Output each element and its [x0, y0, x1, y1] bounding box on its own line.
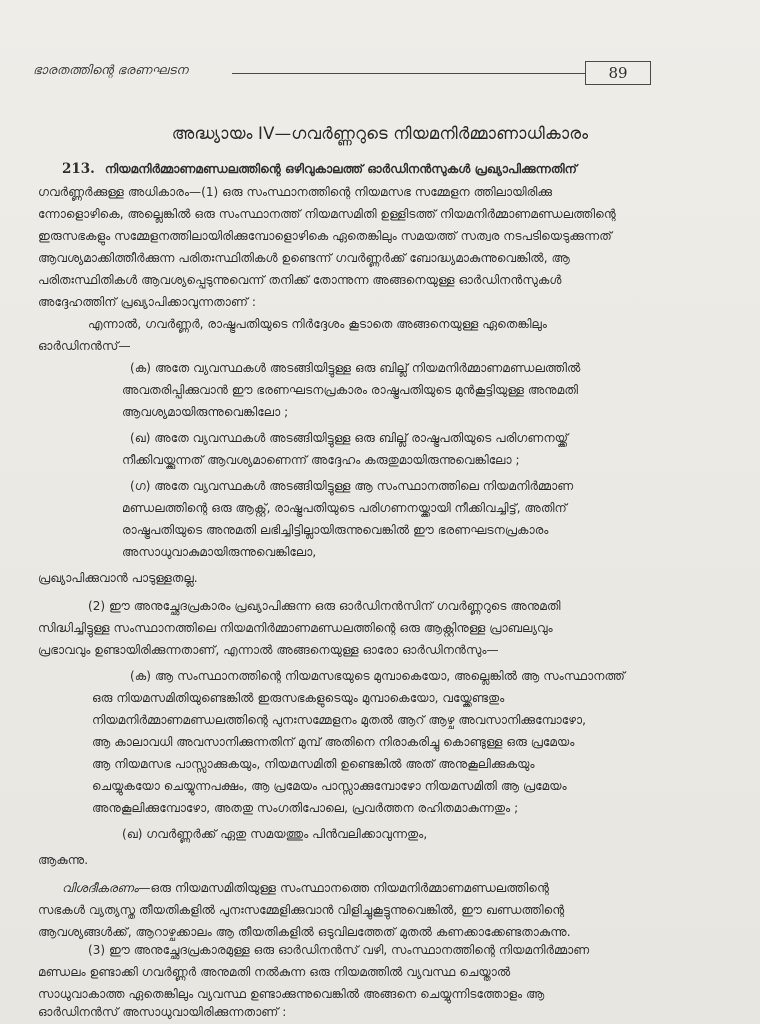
subclause-line: ചെയ്യുകയോ ചെയ്യുന്നപക്ഷം, ആ പ്രമേയം പാസ്സാക്കുമ്പോഴോ നിയമസമിതി ആ പ്രമേയം [92, 779, 567, 793]
explanation-line: സഭകൾ വ്യത്യസ്ത തീയതികളിൽ പുനഃസമ്മേളിക്കുവാൻ വിളിച്ചുകൂട്ടുന്നുവെങ്കിൽ, ഈ ഖണ്ഡത്തിന്റെ [38, 903, 565, 917]
clause-2-line: സിദ്ധിച്ചിട്ടുള്ള സംസ്ഥാനത്തിലെ നിയമനിർമ്മാണമണ്ഡലത്തിന്റെ ഒരു ആക്റ്റിനുള്ള പ്രാബല്യവും [38, 621, 553, 635]
subclause-line: (ക) ആ സംസ്ഥാനത്തിന്റെ നിയമസഭയുടെ മുമ്പാകെയോ, അല്ലെങ്കിൽ ആ സംസ്ഥാനത്ത് [130, 669, 625, 683]
clause-line: നീക്കിവയ്ക്കുന്നത് ആവശ്യമാണെന്ന് അദ്ദേഹം കരുതുമായിരുന്നുവെങ്കിലോ ; [122, 453, 520, 467]
section-heading: നിയമനിർമ്മാണമണ്ഡലത്തിന്റെ ഒഴിവുകാലത്ത് ഓർഡിനൻസുകൾ പ്രഖ്യാപിക്കുന്നതിന് [104, 162, 577, 176]
clause-line: (ക) അതേ വ്യവസ്ഥകൾ അടങ്ങിയിട്ടുള്ള ഒരു ബില്ല് നിയമനിർമ്മാണമണ്ഡലത്തിൽ [130, 361, 581, 375]
clause-2-line: (2) ഈ അനുച്ഛേദപ്രകാരം പ്രഖ്യാപിക്കുന്ന ഒരു ഓർഡിനൻസിന് ഗവർണ്ണറുടെ അനുമതി [88, 599, 561, 613]
body-line: ഗവർണ്ണർക്കുള്ള അധികാരം—(1) ഒരു സംസ്ഥാനത്തിന്റെ നിയമസഭ സമ്മേളന ത്തിലായിരിക്കു [38, 185, 553, 199]
clause-line: (ഗ) അതേ വ്യവസ്ഥകൾ അടങ്ങിയിട്ടുള്ള ആ സംസ്ഥാനത്തിലെ നിയമനിർമ്മാണ [130, 479, 574, 493]
subclause-line: ഒരു നിയമസമിതിയുണ്ടെങ്കിൽ ഇരുസഭകളുടെയും മുമ്പാകെയോ, വയ്ക്കേണ്ടതും [92, 691, 505, 705]
clause-2-line: പ്രഭാവവും ഉണ്ടായിരിക്കുന്നതാണ്, എന്നാൽ അങ്ങനെയുള്ള ഓരോ ഓർഡിനൻസും— [38, 643, 499, 657]
explanation-label: വിശദീകരണം [62, 881, 139, 895]
running-head: ഭാരതത്തിന്റെ ഭരണഘടന [33, 62, 189, 77]
clause-line: രാഷ്ട്രപതിയുടെ അനുമതി ലഭിച്ചിട്ടില്ലായിരുന്നുവെങ്കിൽ ഈ ഭരണഘടനപ്രകാരം [122, 523, 549, 537]
subclause-line: അനുകൂലിക്കുമ്പോഴോ, അതതു സംഗതിപോലെ, പ്രവർത്തന രഹിതമാകുന്നതും ; [92, 801, 519, 815]
clause-line: അവതരിപ്പിക്കുവാൻ ഈ ഭരണഘടനപ്രകാരം രാഷ്ട്രപതിയുടെ മുൻകൂട്ടിയുള്ള അനുമതി [122, 383, 578, 397]
subclause-line: (ഖ) ഗവർണ്ണർക്ക് ഏതു സമയത്തും പിൻവലിക്കാവുന്നതും, [122, 827, 428, 841]
explanation-text: —ഒരു നിയമസമിതിയുള്ള സംസ്ഥാനത്തെ നിയമനിർമ്മാണമണ്ഡലത്തിന്റെ [138, 881, 549, 895]
section-number: 213. [62, 161, 95, 177]
section-heading-line [62, 163, 577, 177]
clause-3-line: (3) ഈ അനുച്ഛേദപ്രകാരമുള്ള ഒരു ഓർഡിനൻസ് വഴി, സംസ്ഥാനത്തിന്റെ നിയമനിർമ്മാണ [88, 943, 590, 957]
clause-3-line: സാധുവാകാത്ത ഏതെങ്കിലും വ്യവസ്ഥ ഉണ്ടാക്കുന്നുവെങ്കിൽ അങ്ങനെ ചെയ്യുന്നിടത്തോളം ആ [38, 987, 545, 1001]
clause-3-line: മണ്ഡലം ഉണ്ടാക്കി ഗവർണ്ണർ അനുമതി നൽകുന്ന ഒരു നിയമത്തിൽ വ്യവസ്ഥ ചെയ്താൽ [38, 965, 511, 979]
proviso-line: ഓർഡിനൻസ്— [38, 339, 131, 353]
page-number: 89 [585, 61, 651, 85]
closing-line: ആകുന്നു. [38, 853, 89, 867]
clause-line: മണ്ഡലത്തിന്റെ ഒരു ആക്റ്റ്, രാഷ്ട്രപതിയുടെ പരിഗണനയ്ക്കായി നീക്കിവച്ചിട്ട്, അതിന് [122, 501, 567, 515]
body-line: അദ്ദേഹത്തിന് പ്രഖ്യാപിക്കാവുന്നതാണ് : [38, 295, 256, 309]
header-rule [232, 73, 585, 74]
body-line: ന്നോളൊഴികെ, അല്ലെങ്കിൽ ഒരു സംസ്ഥാനത്ത് നിയമസമിതി ഉള്ളിടത്ത് നിയമനിർമ്മാണമണ്ഡലത്തിന്റെ [38, 207, 616, 221]
proviso-line: എന്നാൽ, ഗവർണ്ണർ, രാഷ്ട്രപതിയുടെ നിർദ്ദേശം കൂടാതെ അങ്ങനെയുള്ള ഏതെങ്കിലും [88, 317, 547, 331]
clause-line: ആവശ്യമായിരുന്നുവെങ്കിലോ ; [122, 405, 289, 419]
subclause-line: ആ നിയമസഭ പാസ്സാക്കുകയും, നിയമസമിതി ഉണ്ടെങ്കിൽ അത് അനുകൂലിക്കുകയും [92, 757, 535, 771]
chapter-title: അദ്ധ്യായം IV—ഗവർണ്ണറുടെ നിയമനിർമ്മാണാധികാരം [171, 124, 589, 143]
clause-line: അസാധുവാകുമായിരുന്നുവെങ്കിലോ, [122, 545, 317, 559]
body-line: പരിതഃസ്ഥിതികൾ ആവശ്യപ്പെടുന്നുവെന്ന് തനിക്ക് തോന്നുന്ന അങ്ങനെയുള്ള ഓർഡിനൻസുകൾ [38, 273, 562, 287]
subclause-line: നിയമനിർമ്മാണമണ്ഡലത്തിന്റെ പുനഃസമ്മേളനം മുതൽ ആറ് ആഴ്ച അവസാനിക്കുമ്പോഴോ, [92, 713, 586, 727]
explanation-line: ആവശ്യങ്ങൾക്ക്, ആറാഴ്ചക്കാലം ആ തീയതികളിൽ ഒടുവിലത്തേത് മുതൽ കണക്കാക്കേണ്ടതാകുന്നു. [38, 925, 571, 939]
clause-3-line: ഓർഡിനൻസ് അസാധുവായിരിക്കുന്നതാണ് : [38, 1005, 287, 1019]
clause-line: (ഖ) അതേ വ്യവസ്ഥകൾ അടങ്ങിയിട്ടുള്ള ഒരു ബില്ല് രാഷ്ട്രപതിയുടെ പരിഗണനയ്ക്ക് [130, 431, 569, 445]
closing-line: പ്രഖ്യാപിക്കുവാൻ പാടുള്ളതല്ല. [38, 571, 198, 585]
subclause-line: ആ കാലാവധി അവസാനിക്കുന്നതിന് മുമ്പ് അതിനെ നിരാകരിച്ചു കൊണ്ടുള്ള ഒരു പ്രമേയം [92, 735, 575, 749]
explanation-line [62, 882, 549, 894]
body-line: ഇരുസഭകളും സമ്മേളനത്തിലായിരിക്കുമ്പോളൊഴികെ ഏതെങ്കിലും സമയത്ത് സത്വര നടപടിയെടുക്കുന്നത് [38, 229, 612, 243]
body-line: ആവശ്യമാക്കിത്തീർക്കുന്ന പരിതഃസ്ഥിതികൾ ഉണ്ടെന്ന് ഗവർണ്ണർക്ക് ബോദ്ധ്യമാകുന്നുവെങ്കിൽ, ആ [38, 251, 570, 265]
